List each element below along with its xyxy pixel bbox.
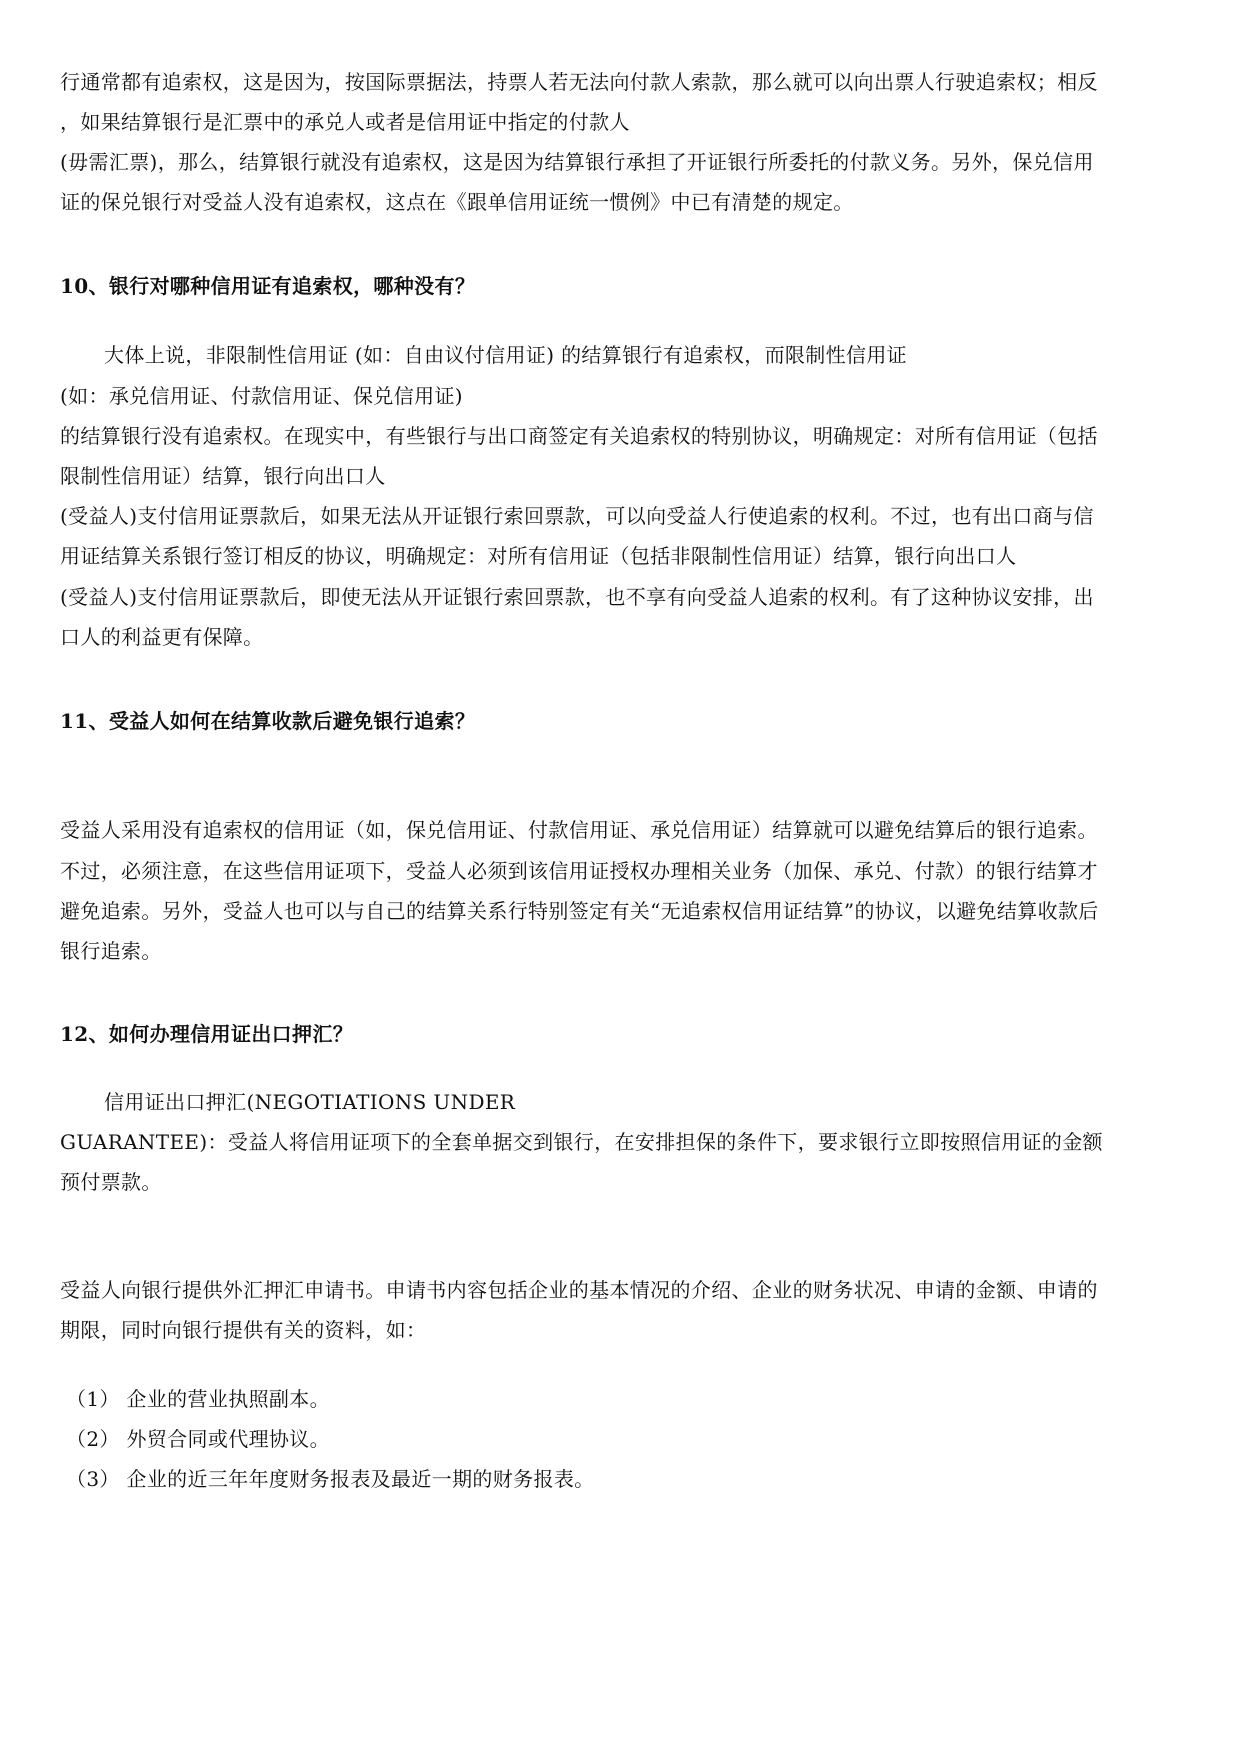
q10-line: (受益人)支付信用证票款后，即使无法从开证银行索回票款，也不享有向受益人追索的权利。有了这种协议安排，出 [60, 585, 1094, 609]
q10-heading: 10、银行对哪种信用证有追索权，哪种没有？ [60, 274, 476, 298]
q10-line: 的结算银行没有追索权。在现实中，有些银行与出口商签定有关追索权的特别协议，明确规定：对所有信用证（包括 [60, 424, 1098, 448]
q12-list-item: （3） 企业的近三年年度财务报表及最近一期的财务报表。 [66, 1467, 595, 1491]
q11-heading: 11、受益人如何在结算收款后避免银行追索？ [60, 709, 476, 733]
q11-line: 受益人采用没有追索权的信用证（如，保兑信用证、付款信用证、承兑信用证）结算就可以避免结算后的银行追索。 [60, 818, 1098, 842]
q12-heading: 12、如何办理信用证出口押汇？ [60, 1022, 354, 1046]
q10-line: 口人的利益更有保障。 [60, 625, 264, 649]
q10-line: 用证结算关系银行签订相反的协议，明确规定：对所有信用证（包括非限制性信用证）结算，银行向出口人 [60, 544, 1017, 568]
q12-para2-line: 受益人向银行提供外汇押汇申请书。申请书内容包括企业的基本情况的介绍、企业的财务状况、申请的金额、申请的 [60, 1278, 1098, 1302]
intro-line: 行通常都有追索权，这是因为，按国际票据法，持票人若无法向付款人索款，那么就可以向出票人行驶追索权；相反 [60, 70, 1098, 94]
intro-line: ，如果结算银行是汇票中的承兑人或者是信用证中指定的付款人 [60, 110, 630, 134]
q11-line: 不过，必须注意，在这些信用证项下，受益人必须到该信用证授权办理相关业务（加保、承兑、付款）的银行结算才 [60, 859, 1098, 883]
q10-line: (受益人)支付信用证票款后，如果无法从开证银行索回票款，可以向受益人行使追索的权利。不过，也有出口商与信 [60, 504, 1094, 528]
q12-list-item: （1） 企业的营业执照副本。 [66, 1387, 330, 1411]
intro-line: 证的保兑银行对受益人没有追索权，这点在《跟单信用证统一惯例》中已有清楚的规定。 [60, 190, 854, 214]
intro-line: (毋需汇票)，那么，结算银行就没有追索权，这是因为结算银行承担了开证银行所委托的付款义务。另外，保兑信用 [60, 150, 1094, 174]
q11-line: 避免追索。另外，受益人也可以与自己的结算关系行特别签定有关“无追索权信用证结算”的协议，以避免结算收款后 [60, 899, 1099, 923]
q12-para2-line: 期限，同时向银行提供有关的资料，如： [60, 1318, 427, 1342]
q11-line: 银行追索。 [60, 939, 162, 963]
q10-line: (如：承兑信用证、付款信用证、保兑信用证) [60, 384, 463, 408]
q10-line: 限制性信用证）结算，银行向出口人 [60, 464, 386, 488]
q10-line: 大体上说，非限制性信用证 (如：自由议付信用证) 的结算银行有追索权，而限制性信用证 [104, 343, 908, 367]
q12-line: GUARANTEE)：受益人将信用证项下的全套单据交到银行，在安排担保的条件下，要求银行立即按照信用证的金额 [60, 1130, 1103, 1154]
q12-line: 信用证出口押汇(NEGOTIATIONS UNDER [104, 1090, 516, 1114]
q12-line: 预付票款。 [60, 1170, 162, 1194]
q12-list-item: （2） 外贸合同或代理协议。 [66, 1427, 330, 1451]
